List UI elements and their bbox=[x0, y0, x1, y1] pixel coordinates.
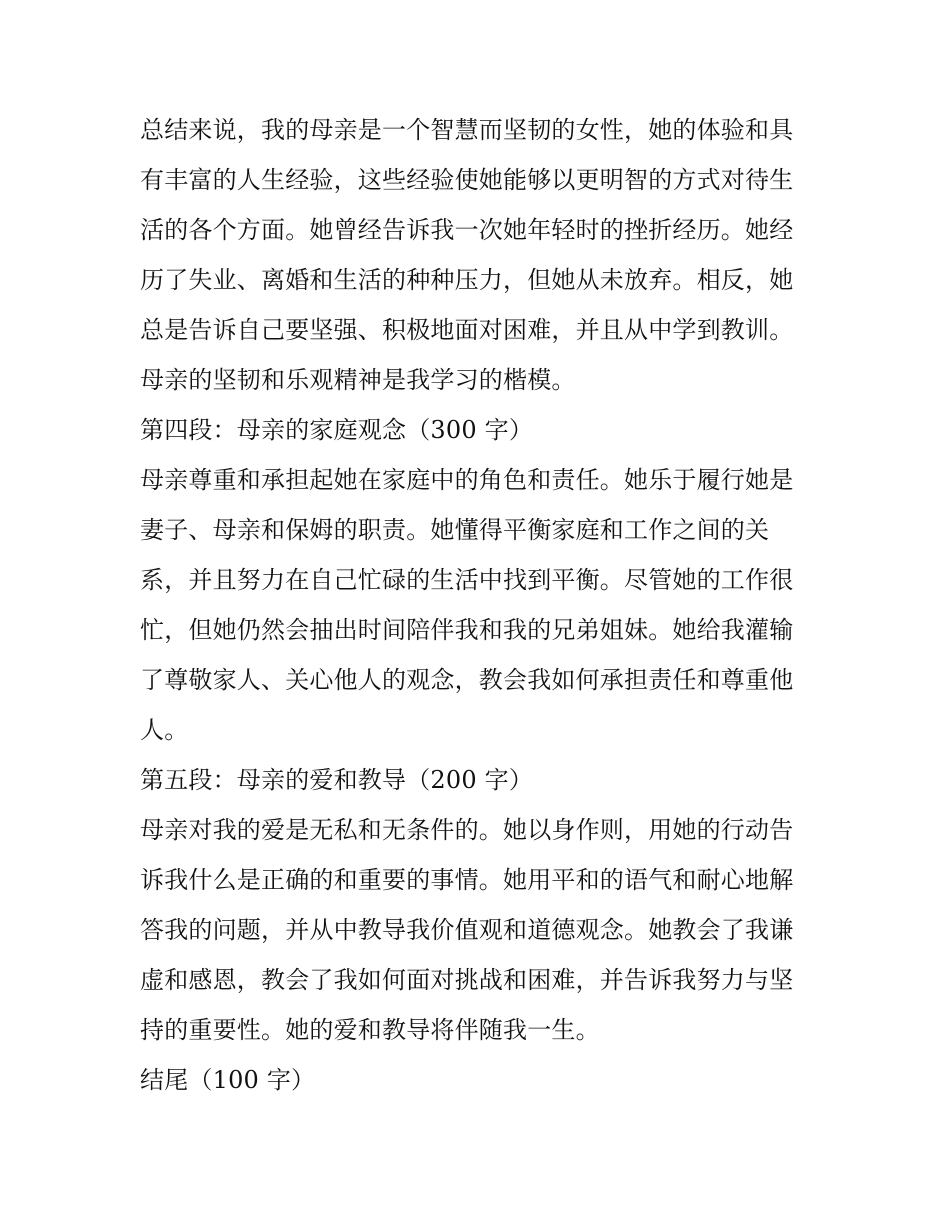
section-heading: 第四段：母亲的家庭观念（300 字） bbox=[140, 416, 534, 444]
document-body bbox=[140, 110, 812, 1110]
paragraph-line: 虚和感恩，教会了我如何面对挑战和困难，并告诉我努力与坚 bbox=[140, 966, 794, 994]
paragraph-line: 忙，但她仍然会抽出时间陪伴我和我的兄弟姐妹。她给我灌输 bbox=[140, 616, 794, 644]
paragraph-line: 系，并且努力在自己忙碌的生活中找到平衡。尽管她的工作很 bbox=[140, 566, 794, 594]
paragraph-line: 人。 bbox=[140, 716, 189, 744]
paragraph-line: 母亲对我的爱是无私和无条件的。她以身作则，用她的行动告 bbox=[140, 816, 794, 844]
section-heading: 第五段：母亲的爱和教导（200 字） bbox=[140, 766, 534, 794]
paragraph-line: 母亲尊重和承担起她在家庭中的角色和责任。她乐于履行她是 bbox=[140, 466, 794, 494]
paragraph-line: 历了失业、离婚和生活的种种压力，但她从未放弃。相反，她 bbox=[140, 266, 794, 294]
paragraph-line: 总结来说，我的母亲是一个智慧而坚韧的女性，她的体验和具 bbox=[140, 116, 794, 144]
paragraph-line: 活的各个方面。她曾经告诉我一次她年轻时的挫折经历。她经 bbox=[140, 216, 794, 244]
section-heading: 结尾（100 字） bbox=[140, 1066, 316, 1094]
paragraph-line: 母亲的坚韧和乐观精神是我学习的楷模。 bbox=[140, 366, 576, 394]
paragraph-line: 答我的问题，并从中教导我价值观和道德观念。她教会了我谦 bbox=[140, 916, 794, 944]
paragraph-line: 总是告诉自己要坚强、积极地面对困难，并且从中学到教训。 bbox=[140, 316, 794, 344]
paragraph-line: 持的重要性。她的爱和教导将伴随我一生。 bbox=[140, 1016, 600, 1044]
paragraph-line: 了尊敬家人、关心他人的观念，教会我如何承担责任和尊重他 bbox=[140, 666, 794, 694]
paragraph-line: 妻子、母亲和保姆的职责。她懂得平衡家庭和工作之间的关 bbox=[140, 516, 770, 544]
paragraph-line: 诉我什么是正确的和重要的事情。她用平和的语气和耐心地解 bbox=[140, 866, 794, 894]
paragraph-line: 有丰富的人生经验，这些经验使她能够以更明智的方式对待生 bbox=[140, 166, 794, 194]
